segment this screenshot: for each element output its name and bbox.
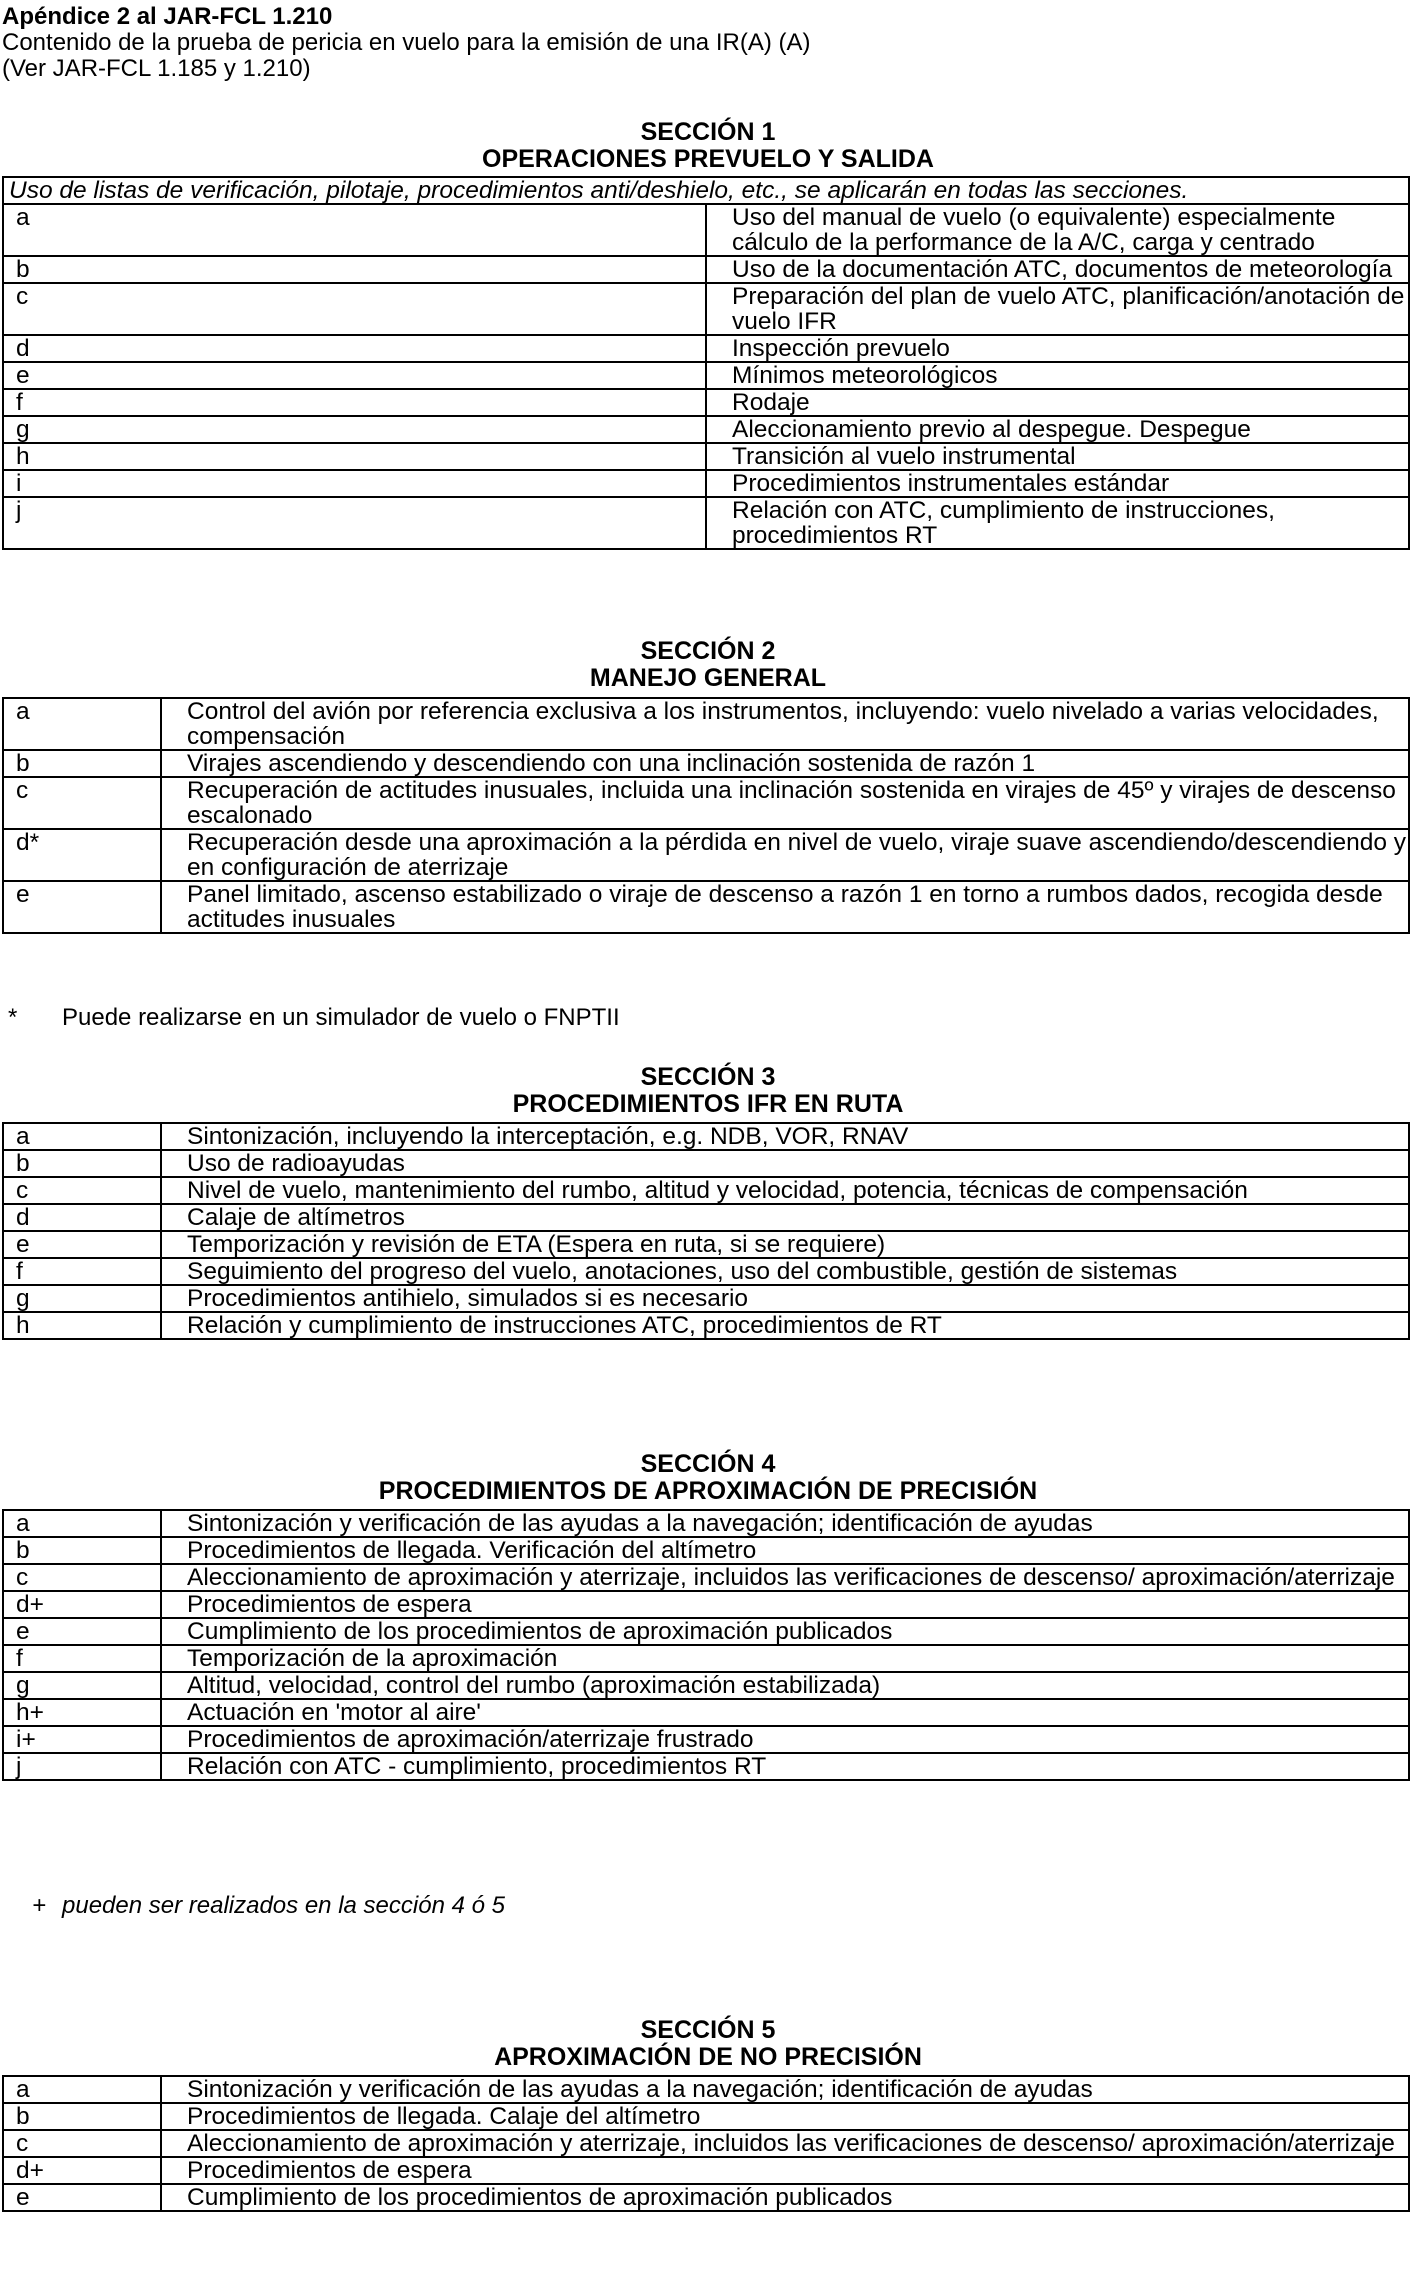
- item-code: e: [3, 881, 161, 933]
- item-description: Uso de radioayudas: [161, 1150, 1409, 1177]
- item-description: Procedimientos de llegada. Verificación del altímetro: [161, 1537, 1409, 1564]
- item-code: d*: [3, 829, 161, 881]
- table-row: [3, 1564, 1409, 1591]
- item-description: Uso de la documentación ATC, documentos de meteorología: [706, 256, 1409, 283]
- item-description: Temporización y revisión de ETA (Espera en ruta, si se requiere): [161, 1231, 1409, 1258]
- item-code: f: [3, 1645, 161, 1672]
- item-code: a: [3, 1123, 161, 1150]
- item-description: Sintonización y verificación de las ayudas a la navegación; identificación de ayudas: [161, 2076, 1409, 2103]
- table-row: [3, 2157, 1409, 2184]
- item-code: g: [3, 1285, 161, 1312]
- footnote-text: Puede realizarse en un simulador de vuelo o FNPTII: [62, 1004, 620, 1031]
- table-row: [3, 1753, 1409, 1780]
- item-description: Uso del manual de vuelo (o equivalente) especialmente cálculo de la performance de la A/C, carga y centrado: [706, 204, 1409, 256]
- item-code: j: [3, 1753, 161, 1780]
- table-row: [3, 698, 1409, 750]
- table-row: [3, 1645, 1409, 1672]
- item-code: c: [3, 283, 706, 335]
- table-row: [3, 2130, 1409, 2157]
- item-description: Cumplimiento de los procedimientos de aproximación publicados: [161, 1618, 1409, 1645]
- table-row: [3, 389, 1409, 416]
- item-description: Altitud, velocidad, control del rumbo (aproximación estabilizada): [161, 1672, 1409, 1699]
- section-heading: SECCIÓN 3: [640, 1063, 776, 1091]
- item-code: b: [3, 256, 706, 283]
- item-description: Preparación del plan de vuelo ATC, planificación/anotación de vuelo IFR: [706, 283, 1409, 335]
- item-code: d: [3, 335, 706, 362]
- item-description: Actuación en 'motor al aire': [161, 1699, 1409, 1726]
- table-row: [3, 2184, 1409, 2211]
- item-code: g: [3, 416, 706, 443]
- item-description: Procedimientos de llegada. Calaje del altímetro: [161, 2103, 1409, 2130]
- item-code: b: [3, 2103, 161, 2130]
- item-description: Cumplimiento de los procedimientos de aproximación publicados: [161, 2184, 1409, 2211]
- item-description: Procedimientos instrumentales estándar: [706, 470, 1409, 497]
- item-code: c: [3, 1177, 161, 1204]
- item-description: Relación con ATC - cumplimiento, procedimientos RT: [161, 1753, 1409, 1780]
- item-description: Aleccionamiento previo al despegue. Despegue: [706, 416, 1409, 443]
- item-code: e: [3, 362, 706, 389]
- table-row: [3, 1699, 1409, 1726]
- table-row: [3, 1150, 1409, 1177]
- item-code: d+: [3, 1591, 161, 1618]
- table-row: [3, 1618, 1409, 1645]
- item-code: b: [3, 1537, 161, 1564]
- section-title: OPERACIONES PREVUELO Y SALIDA: [482, 145, 934, 173]
- item-description: Recuperación de actitudes inusuales, incluida una inclinación sostenida en virajes de 45º y virajes de descenso escalonado: [161, 777, 1409, 829]
- table-row: [3, 204, 1409, 256]
- item-description: Sintonización, incluyendo la interceptación, e.g. NDB, VOR, RNAV: [161, 1123, 1409, 1150]
- table-row: [3, 1123, 1409, 1150]
- item-description: Procedimientos antihielo, simulados si es necesario: [161, 1285, 1409, 1312]
- footnote-mark: *: [8, 1004, 18, 1031]
- section-table: [2, 1122, 1410, 1340]
- section-table: [2, 1509, 1410, 1781]
- item-code: e: [3, 1618, 161, 1645]
- table-row: [3, 470, 1409, 497]
- section-intro-row: [3, 177, 1409, 204]
- table-row: [3, 829, 1409, 881]
- table-row: [3, 1312, 1409, 1339]
- item-description: Mínimos meteorológicos: [706, 362, 1409, 389]
- item-description: Sintonización y verificación de las ayudas a la navegación; identificación de ayudas: [161, 1510, 1409, 1537]
- item-code: a: [3, 1510, 161, 1537]
- section-table: [2, 2075, 1410, 2212]
- table-row: [3, 777, 1409, 829]
- item-code: h: [3, 1312, 161, 1339]
- item-description: Recuperación desde una aproximación a la pérdida en nivel de vuelo, viraje suave ascendiendo/descendiendo y en configuración de aterrizaje: [161, 829, 1409, 881]
- item-description: Panel limitado, ascenso estabilizado o viraje de descenso a razón 1 en torno a rumbos dados, recogida desde actitudes inusuales: [161, 881, 1409, 933]
- item-code: c: [3, 777, 161, 829]
- item-code: h+: [3, 1699, 161, 1726]
- table-row: [3, 750, 1409, 777]
- table-row: [3, 1591, 1409, 1618]
- table-row: [3, 443, 1409, 470]
- item-description: Aleccionamiento de aproximación y aterrizaje, incluidos las verificaciones de descenso/ aproximación/aterrizaje: [161, 1564, 1409, 1591]
- section-table: [2, 176, 1410, 550]
- item-description: Temporización de la aproximación: [161, 1645, 1409, 1672]
- item-description: Nivel de vuelo, mantenimiento del rumbo, altitud y velocidad, potencia, técnicas de compensación: [161, 1177, 1409, 1204]
- table-row: [3, 1510, 1409, 1537]
- table-row: [3, 283, 1409, 335]
- item-code: f: [3, 389, 706, 416]
- section-title: MANEJO GENERAL: [589, 664, 827, 692]
- item-code: a: [3, 204, 706, 256]
- footnote-text: pueden ser realizados en la sección 4 ó 5: [62, 1892, 505, 1919]
- item-description: Calaje de altímetros: [161, 1204, 1409, 1231]
- table-row: [3, 256, 1409, 283]
- document-reference: (Ver JAR-FCL 1.185 y 1.210): [2, 55, 311, 82]
- item-description: Procedimientos de espera: [161, 1591, 1409, 1618]
- section-heading: SECCIÓN 4: [640, 1450, 776, 1478]
- footnote-mark: +: [32, 1892, 47, 1919]
- item-description: Virajes ascendiendo y descendiendo con una inclinación sostenida de razón 1: [161, 750, 1409, 777]
- table-row: [3, 497, 1409, 549]
- item-description: Inspección prevuelo: [706, 335, 1409, 362]
- item-code: a: [3, 2076, 161, 2103]
- item-code: a: [3, 698, 161, 750]
- section-footnote: [2, 1893, 505, 1919]
- item-description: Transición al vuelo instrumental: [706, 443, 1409, 470]
- section-title: PROCEDIMIENTOS IFR EN RUTA: [512, 1090, 904, 1118]
- section-heading: SECCIÓN 2: [640, 637, 776, 665]
- item-code: b: [3, 750, 161, 777]
- table-row: [3, 2103, 1409, 2130]
- section-heading: SECCIÓN 5: [640, 2016, 776, 2044]
- table-row: [3, 1537, 1409, 1564]
- table-row: [3, 335, 1409, 362]
- item-description: Control del avión por referencia exclusiva a los instrumentos, incluyendo: vuelo nivelado a varias velocidades, compensación: [161, 698, 1409, 750]
- item-code: g: [3, 1672, 161, 1699]
- section-heading: SECCIÓN 1: [640, 118, 776, 146]
- section-title: APROXIMACIÓN DE NO PRECISIÓN: [494, 2043, 922, 2071]
- item-code: d+: [3, 2157, 161, 2184]
- table-row: [3, 881, 1409, 933]
- item-code: e: [3, 1231, 161, 1258]
- item-description: Procedimientos de aproximación/aterrizaje frustrado: [161, 1726, 1409, 1753]
- section-title: PROCEDIMIENTOS DE APROXIMACIÓN DE PRECISIÓN: [378, 1477, 1038, 1505]
- item-code: f: [3, 1258, 161, 1285]
- item-code: e: [3, 2184, 161, 2211]
- document-subtitle: Contenido de la prueba de pericia en vuelo para la emisión de una IR(A) (A): [2, 29, 811, 56]
- item-code: i: [3, 470, 706, 497]
- table-row: [3, 362, 1409, 389]
- section-intro: Uso de listas de verificación, pilotaje, procedimientos anti/deshielo, etc., se aplicarán en todas las secciones.: [3, 177, 1409, 204]
- table-row: [3, 1177, 1409, 1204]
- table-row: [3, 1726, 1409, 1753]
- table-row: [3, 1285, 1409, 1312]
- item-code: i+: [3, 1726, 161, 1753]
- item-code: j: [3, 497, 706, 549]
- item-description: Relación y cumplimiento de instrucciones ATC, procedimientos de RT: [161, 1312, 1409, 1339]
- table-row: [3, 1672, 1409, 1699]
- item-code: c: [3, 1564, 161, 1591]
- item-description: Relación con ATC, cumplimiento de instrucciones, procedimientos RT: [706, 497, 1409, 549]
- table-row: [3, 1258, 1409, 1285]
- table-row: [3, 416, 1409, 443]
- section-footnote: [2, 1005, 620, 1031]
- table-row: [3, 1204, 1409, 1231]
- item-description: Rodaje: [706, 389, 1409, 416]
- item-description: Seguimiento del progreso del vuelo, anotaciones, uso del combustible, gestión de sistemas: [161, 1258, 1409, 1285]
- item-code: h: [3, 443, 706, 470]
- item-description: Aleccionamiento de aproximación y aterrizaje, incluidos las verificaciones de descenso/ aproximación/aterrizaje: [161, 2130, 1409, 2157]
- table-row: [3, 2076, 1409, 2103]
- section-table: [2, 697, 1410, 934]
- document-title: Apéndice 2 al JAR-FCL 1.210: [2, 3, 333, 30]
- item-code: d: [3, 1204, 161, 1231]
- item-description: Procedimientos de espera: [161, 2157, 1409, 2184]
- item-code: c: [3, 2130, 161, 2157]
- item-code: b: [3, 1150, 161, 1177]
- table-row: [3, 1231, 1409, 1258]
